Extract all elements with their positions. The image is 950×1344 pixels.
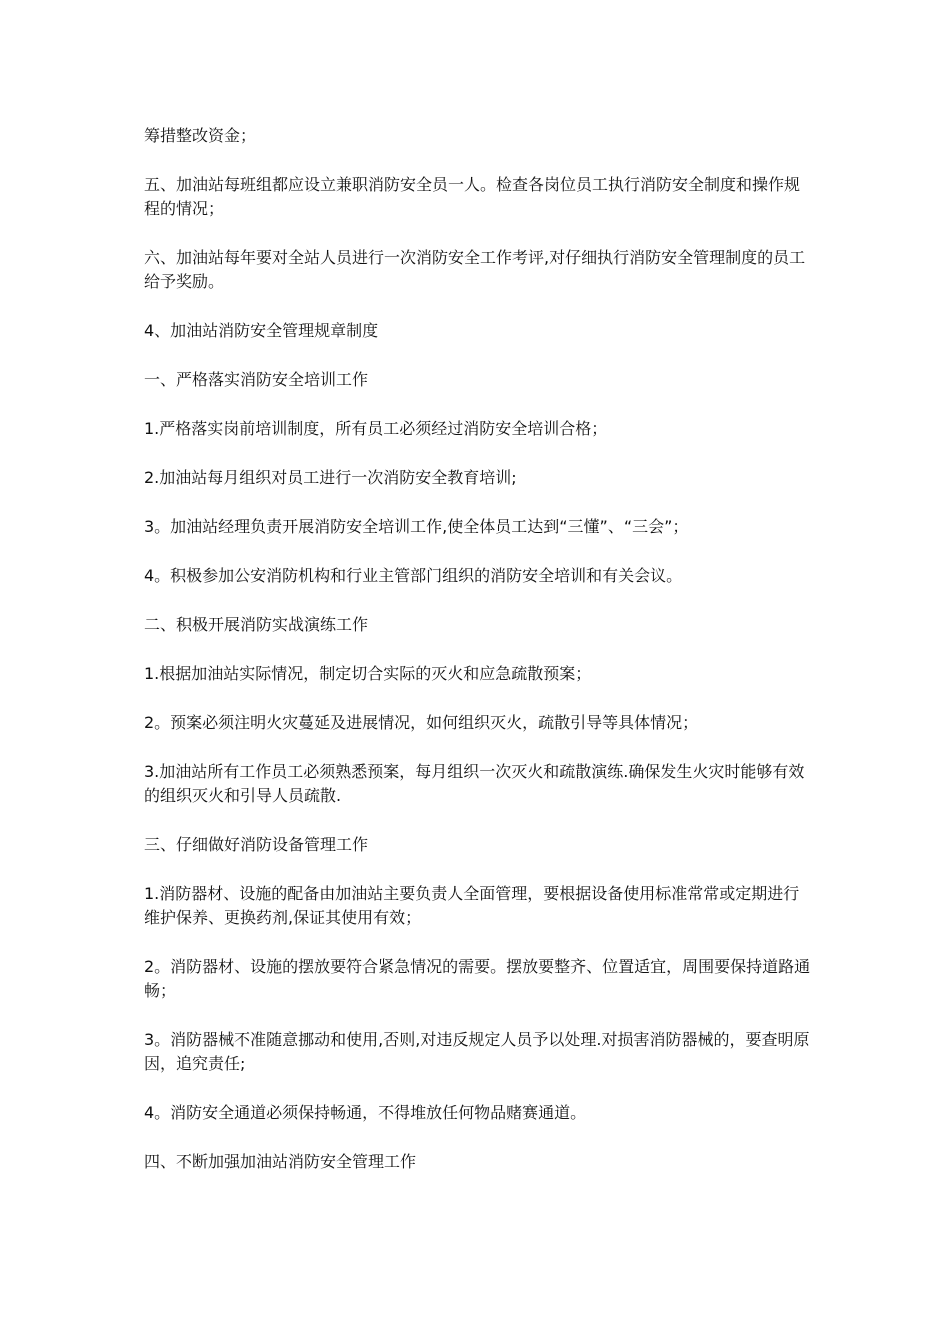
paragraph: 2。预案必须注明火灾蔓延及进展情况，如何组织灭火，疏散引导等具体情况； (144, 713, 699, 732)
paragraph: 2。消防器材、设施的摆放要符合紧急情况的需要。摆放要整齐、位置适宜，周围要保持道路通畅； (144, 957, 811, 1000)
paragraph: 3。加油站经理负责开展消防安全培训工作,使全体员工达到“三懂”、“三会”； (144, 517, 689, 536)
paragraph: 五、加油站每班组都应设立兼职消防安全员一人。检查各岗位员工执行消防安全制度和操作规程的情况； (144, 175, 801, 218)
subsection-heading: 三、仔细做好消防设备管理工作 (144, 835, 369, 854)
document-body (144, 124, 814, 1199)
paragraph: 1.根据加油站实际情况，制定切合实际的灭火和应急疏散预案； (144, 664, 592, 683)
paragraph: 3。消防器械不准随意挪动和使用,否则,对违反规定人员予以处理.对损害消防器械的，要查明原因，追究责任; (144, 1030, 810, 1073)
subsection-heading: 四、不断加强加油站消防安全管理工作 (144, 1152, 417, 1171)
paragraph: 2.加油站每月组织对员工进行一次消防安全教育培训; (144, 468, 517, 487)
paragraph: 4。积极参加公安消防机构和行业主管部门组织的消防安全培训和有关会议。 (144, 566, 683, 585)
paragraph: 1.严格落实岗前培训制度，所有员工必须经过消防安全培训合格； (144, 419, 608, 438)
paragraph: 3.加油站所有工作员工必须熟悉预案，每月组织一次灭火和疏散演练.确保发生火灾时能够有效的组织灭火和引导人员疏散. (144, 762, 805, 805)
paragraph: 1.消防器材、设施的配备由加油站主要负责人全面管理，要根据设备使用标准常常或定期进行维护保养、更换药剂,保证其使用有效； (144, 884, 800, 927)
subsection-heading: 二、积极开展消防实战演练工作 (144, 615, 369, 634)
paragraph: 六、加油站每年要对全站人员进行一次消防安全工作考评,对仔细执行消防安全管理制度的员工给予奖励。 (144, 248, 806, 291)
subsection-heading: 一、严格落实消防安全培训工作 (144, 370, 369, 389)
section-heading: 4、加油站消防安全管理规章制度 (144, 321, 379, 340)
paragraph: 4。消防安全通道必须保持畅通，不得堆放任何物品赌赛通道。 (144, 1103, 587, 1122)
paragraph: 筹措整改资金； (144, 126, 257, 145)
